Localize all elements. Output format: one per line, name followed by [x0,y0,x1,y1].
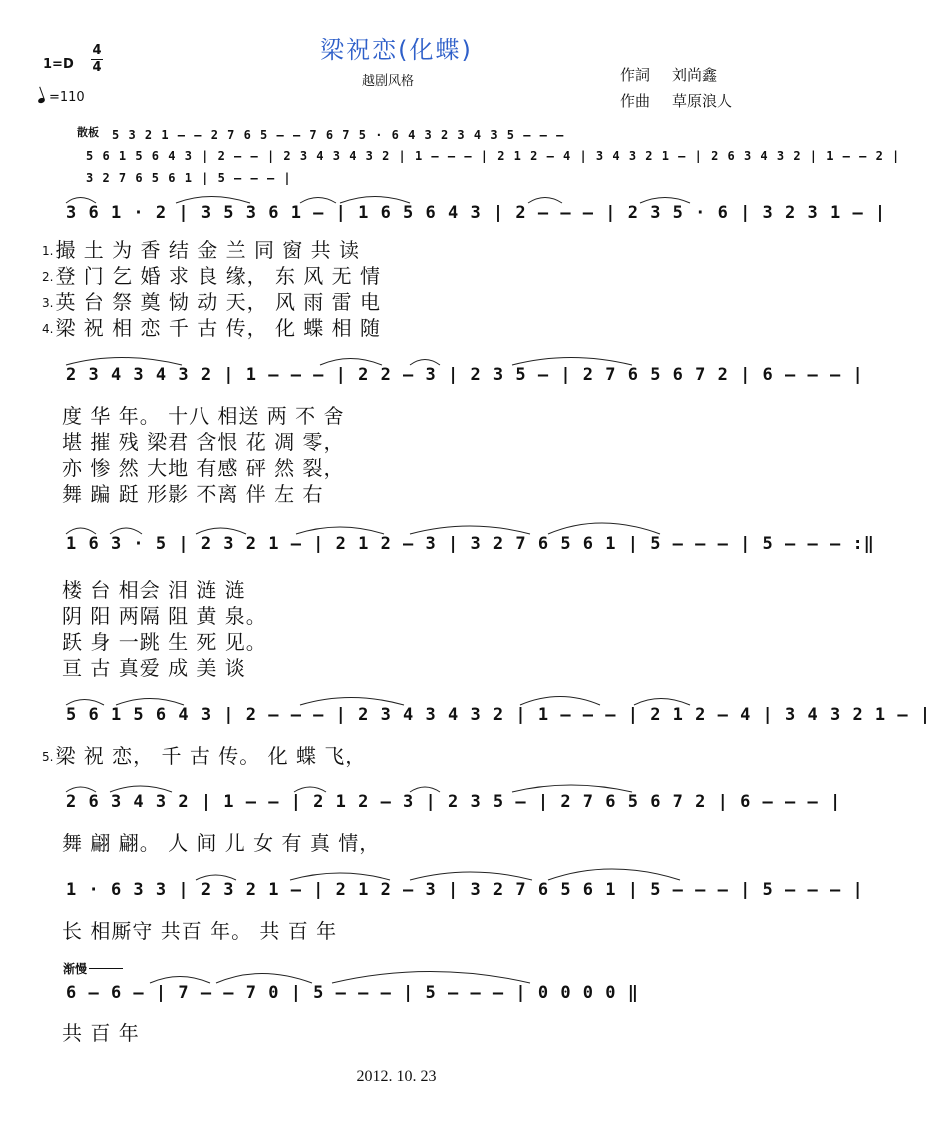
verse-number: 2. [42,270,54,284]
slur [294,787,326,792]
date-stamp: 2012. 10. 23 [356,1068,437,1085]
slur [320,359,382,366]
lyricist-label: 作詞 [620,66,651,84]
verse-number: 4. [42,322,54,336]
notation-line: 3 6 1 · 2 | 3 5 3 6 1 — | 1 6 5 6 4 3 | 2 — — — | 2 3 5 · 6 | 3 2 3 1 — | [66,203,887,223]
slur [196,528,246,534]
lyric-line: 亘 古 真爱 成 美 谈 [62,656,246,680]
slur [520,697,600,706]
verse-number: 5. [42,750,54,764]
song-title: 梁祝恋(化蝶) [320,36,473,64]
slur [548,523,660,534]
slur [110,786,172,792]
tempo-value: =110 [49,90,85,105]
intro-line: 3 2 7 6 5 6 1 | 5 — — — | [86,171,292,185]
lyric-line: 跃 身 一跳 生 死 见。 [62,630,267,654]
slur [116,699,184,706]
slur [216,974,312,984]
lyric-text: 梁 祝 相 恋 千 古 传， 化 蝶 相 随 [55,316,382,340]
lyric-line: 共 百 年 [62,1021,140,1045]
intro-line: 5 3 2 1 — — 2 7 6 5 — — 7 6 7 5 · 6 4 3 2 3 4 3 5 — — — [112,128,565,142]
slur [300,698,404,706]
notation-line: 6 — 6 — | 7 — — 7 0 | 5 — — — | 5 — — — | 0 0 0 0 ‖ [66,983,639,1003]
lyric-line: 舞 蹁 跹 形影 不离 伴 左 右 [62,482,324,506]
lyricist-name: 刘尚鑫 [672,66,718,84]
slur [634,699,690,706]
slur [290,873,390,880]
lyric-line: 楼 台 相会 泪 涟 涟 [62,578,246,602]
notation-line: 1 6 3 · 5 | 2 3 2 1 — | 2 1 2 — 3 | 3 2 7 6 5 6 1 | 5 — — — | 5 — — — :‖ [66,534,875,554]
lyric-line: 舞 翩 翩。 人 间 儿 女 有 真 情， [62,831,381,855]
slur [410,360,440,366]
slur [300,198,336,204]
slur [332,972,530,984]
slur [196,875,236,880]
slur [548,869,680,880]
slur [66,358,182,366]
slur [66,528,96,534]
composer-label: 作曲 [620,92,651,110]
notation-line: 5 6 1 5 6 4 3 | 2 — — — | 2 3 4 3 4 3 2 | 1 — — — | 2 1 2 — 4 | 3 4 3 2 1 — | [66,705,931,725]
slur [66,198,96,204]
composer-name: 草原浪人 [672,92,733,110]
notation-line: 2 3 4 3 4 3 2 | 1 — — — | 2 2 — 3 | 2 3 5 — | 2 7 6 5 6 7 2 | 6 — — — | [66,365,864,385]
lyric-line: 亦 惨 然 大地 有感 砰 然 裂， [62,456,345,480]
slur [110,528,142,534]
verse-number: 1. [42,244,54,258]
slur [176,197,250,204]
slur [150,977,210,984]
slur [410,872,532,880]
slur [340,197,410,204]
intro-label: 散板 [77,126,99,139]
slur [296,527,384,534]
slur [410,787,440,792]
slur [66,787,96,792]
style-note: 越剧风格 [362,74,415,89]
lyric-text: 梁 祝 恋， 千 古 传。 化 蝶 飞， [55,744,367,768]
slur [640,198,690,204]
slur [66,700,104,706]
lyric-line: 阴 阳 两隔 阻 黄 泉。 [62,604,267,628]
dynamics-text: 渐慢 [63,962,88,976]
lyric-text: 撮 土 为 香 结 金 兰 同 窗 共 读 [55,238,361,262]
notation-line: 2 6 3 4 3 2 | 1 — — | 2 1 2 — 3 | 2 3 5 — | 2 7 6 5 6 7 2 | 6 — — — | [66,792,842,812]
key-signature: 1=D [43,57,74,72]
slur [410,526,530,534]
lyric-text: 登 门 乞 婚 求 良 缘， 东 风 无 情 [55,264,382,288]
time-sig-top: 4 [92,43,102,58]
slur [512,358,632,366]
lyric-line: 度 华 年。 十八 相送 两 不 舍 [62,404,345,428]
slur [528,198,562,204]
lyric-line: 堪 摧 残 梁君 含恨 花 凋 零， [62,430,345,454]
verse-number: 3. [42,296,54,310]
notation-line: 1 · 6 3 3 | 2 3 2 1 — | 2 1 2 — 3 | 3 2 7 6 5 6 1 | 5 — — — | 5 — — — | [66,880,864,900]
intro-line: 5 6 1 5 6 4 3 | 2 — — | 2 3 4 3 4 3 2 | 1 — — — | 2 1 2 — 4 | 3 4 3 2 1 — | 2 6 3 4 3 2 | 1 — — 2 | [86,149,901,163]
lyric-text: 英 台 祭 奠 恸 动 天， 风 雨 雷 电 [55,290,382,314]
slur [512,785,632,792]
lyric-line: 长 相厮守 共百 年。 共 百 年 [62,919,338,943]
time-sig-bottom: 4 [92,60,102,75]
